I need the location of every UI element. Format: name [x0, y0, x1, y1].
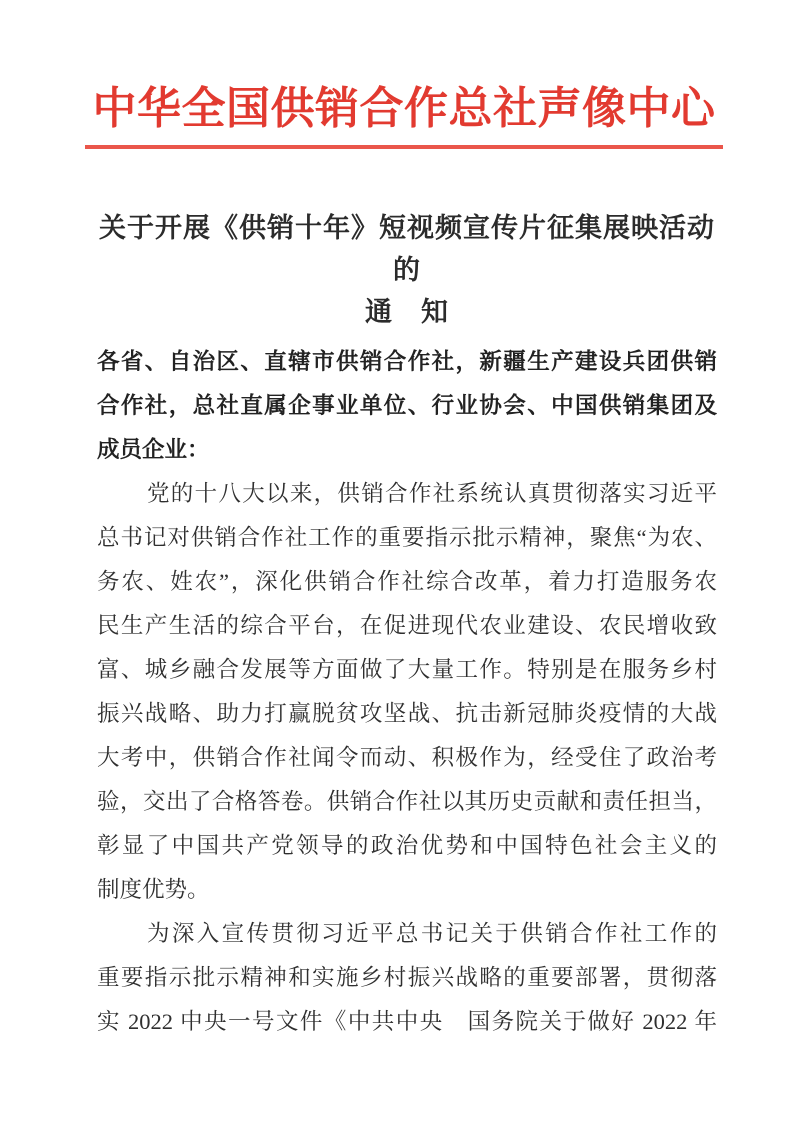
body-line: 验，交出了合格答卷。供销合作社以其历史贡献和责任担当，: [97, 789, 717, 814]
body-line: 重要指示批示精神和实施乡村振兴战略的重要部署，贯彻落: [97, 965, 717, 990]
body-line: 党的十八大以来，供销合作社系统认真贯彻落实习近平: [147, 481, 717, 506]
document-title-line1: 关于开展《供销十年》短视频宣传片征集展映活动的: [99, 213, 715, 285]
body-line: 实 2022 中央一号文件《中共中央 国务院关于做好 2022 年: [97, 1009, 717, 1034]
body-line: 合作社，总社直属企事业单位、行业协会、中国供销集团及: [97, 393, 717, 418]
body-line: 总书记对供销合作社工作的重要指示批示精神，聚焦“为农、: [97, 525, 717, 550]
body-line: 振兴战略、助力打赢脱贫攻坚战、抗击新冠肺炎疫情的大战: [97, 701, 717, 726]
document-title-line2: 通 知: [365, 297, 449, 327]
document-title: [97, 207, 717, 333]
body-line: 大考中，供销合作社闻令而动、积极作为，经受住了政治考: [97, 745, 717, 770]
document-body: [97, 340, 717, 1044]
letterhead-org-name: 中华全国供销合作总社声像中心: [92, 84, 716, 133]
body-line: 成员企业：: [97, 437, 210, 462]
body-line: 民生产生活的综合平台，在促进现代农业建设、农民增收致: [97, 613, 717, 638]
body-line: 各省、自治区、直辖市供销合作社，新疆生产建设兵团供销: [97, 349, 717, 374]
letterhead-red-rule: [85, 145, 723, 149]
body-line: 制度优势。: [97, 877, 210, 902]
body-line: 为深入宣传贯彻习近平总书记关于供销合作社工作的: [147, 921, 717, 946]
body-line: 彰显了中国共产党领导的政治优势和中国特色社会主义的: [97, 833, 717, 858]
body-line: 务农、姓农”，深化供销合作社综合改革，着力打造服务农: [97, 569, 717, 594]
body-line: 富、城乡融合发展等方面做了大量工作。特别是在服务乡村: [97, 657, 717, 682]
